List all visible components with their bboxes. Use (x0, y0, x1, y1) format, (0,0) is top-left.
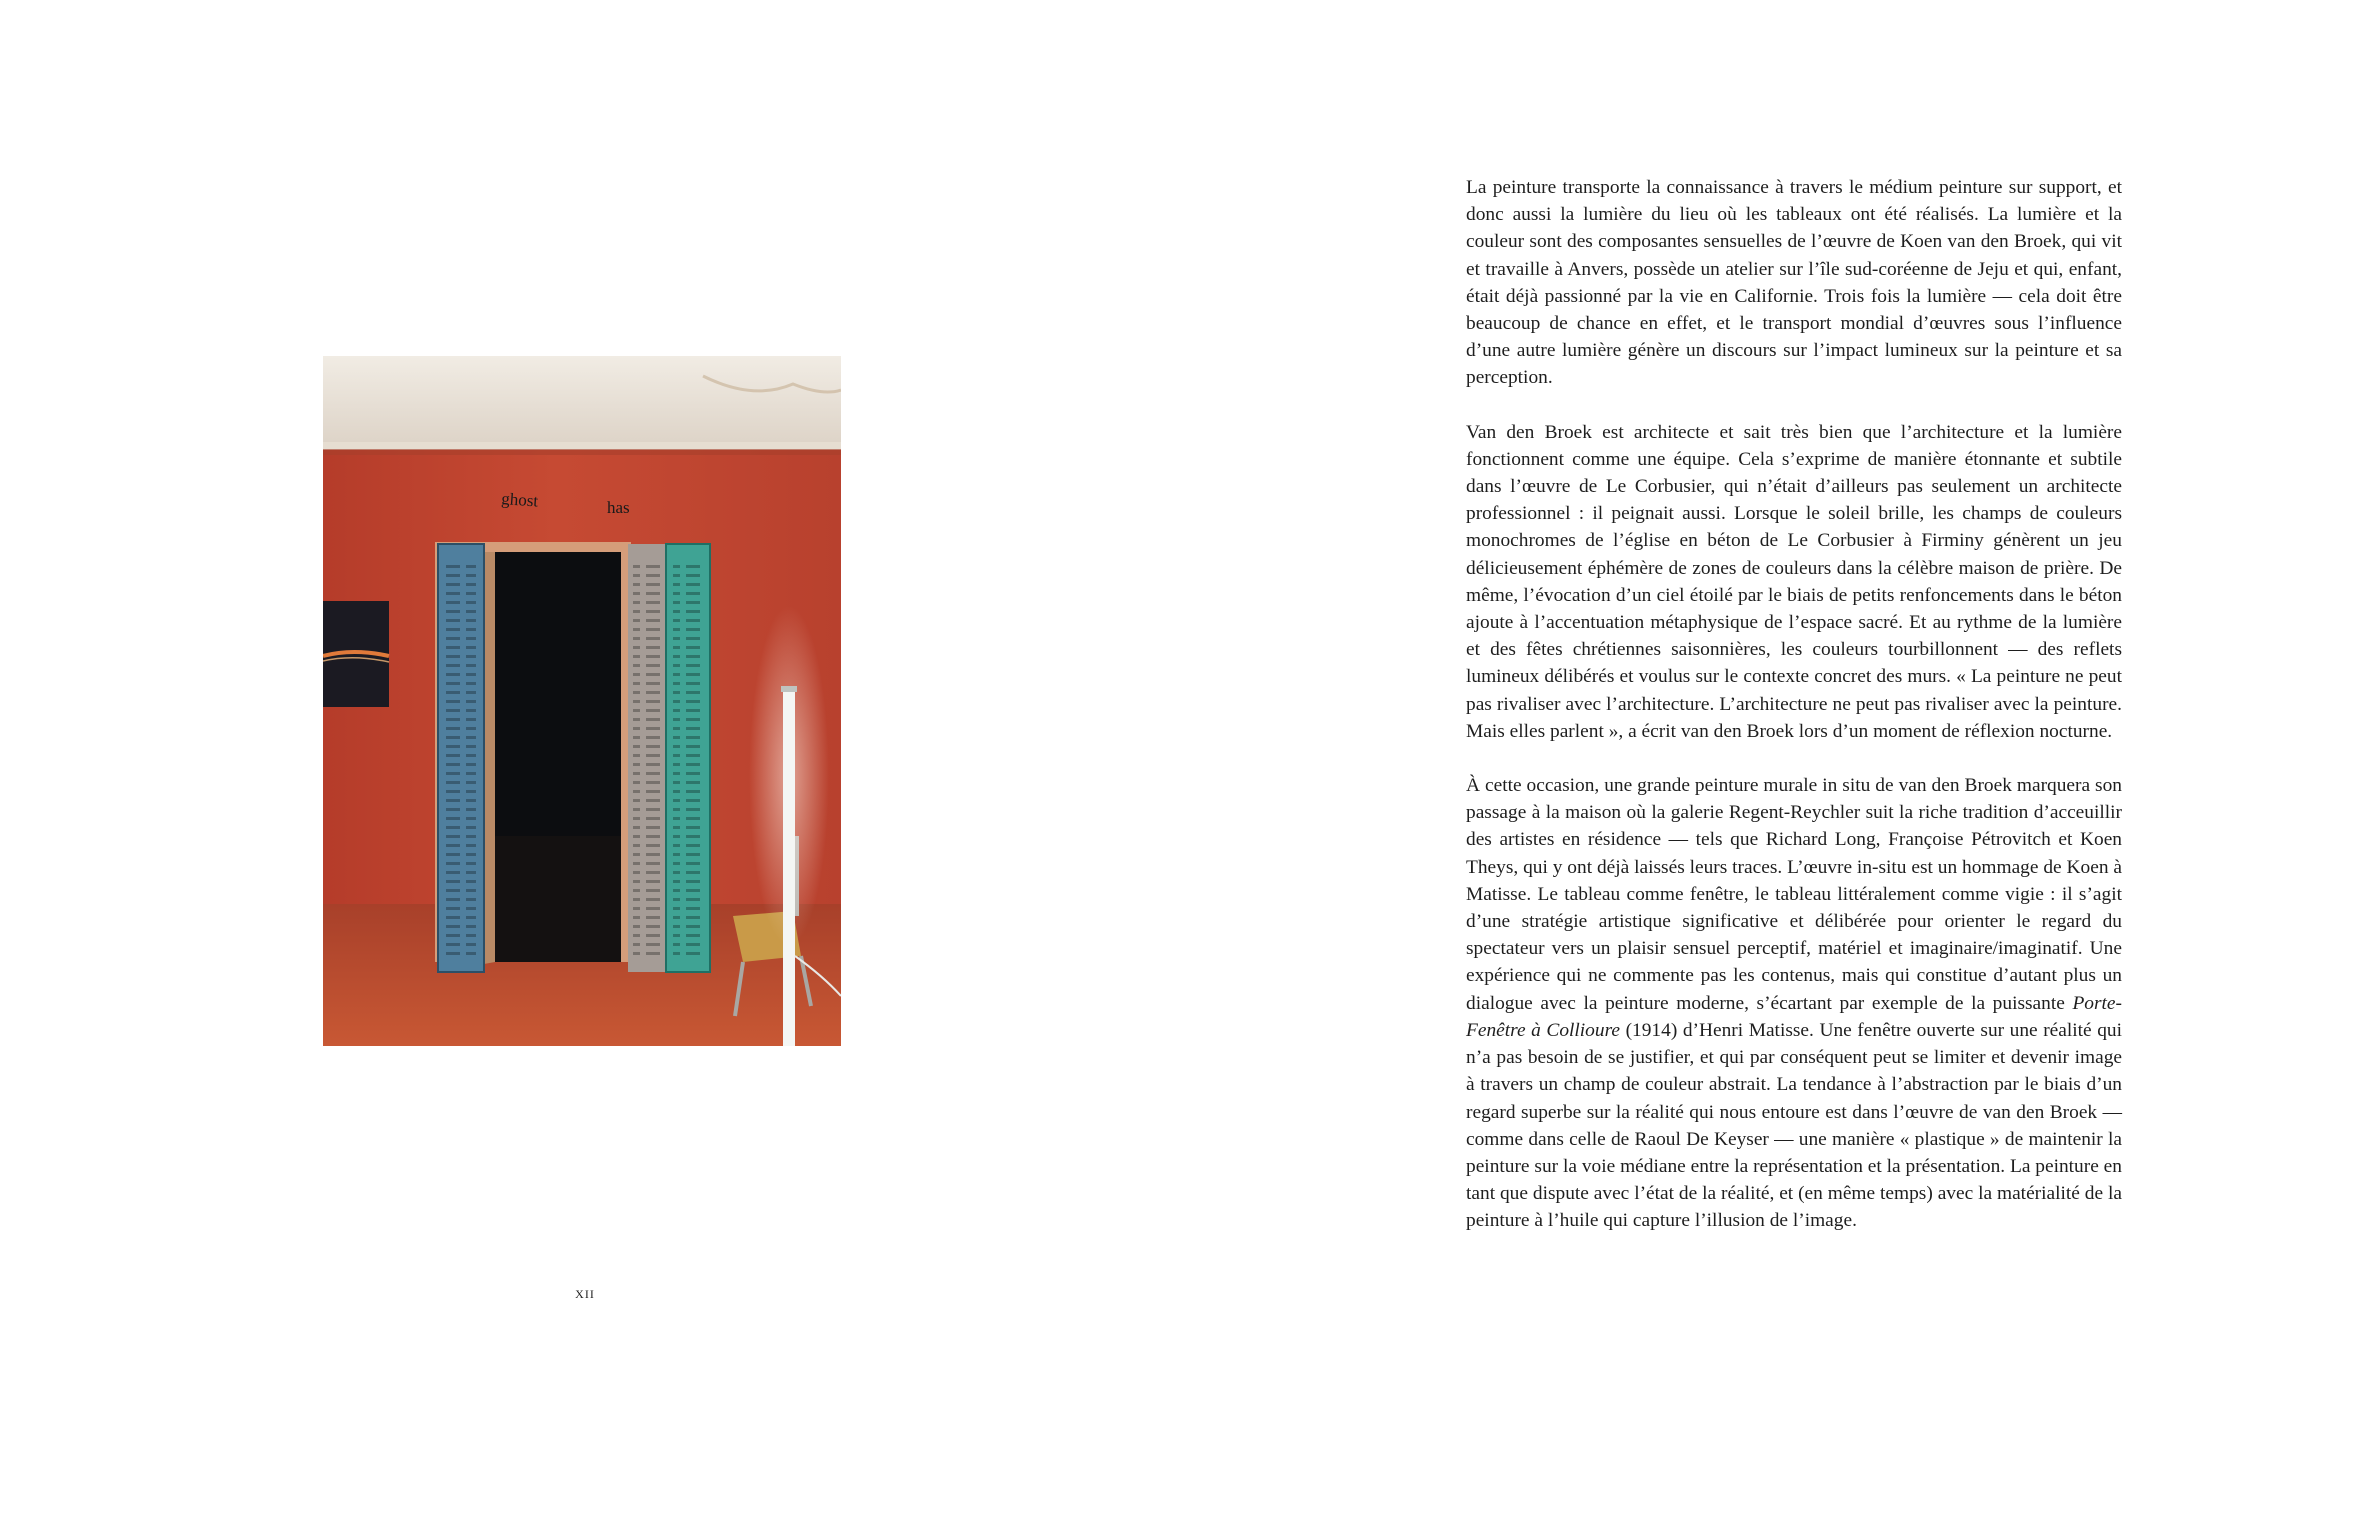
paragraph-1: La peinture transporte la connaissance à travers le médium peinture sur support, et donc aussi la lumière du lieu où les tableaux ont été réalisés. La lumière et la couleur sont des composantes sensuelles de l’œuvre de Koen van den Broek, qui vit et travaille à Anvers, possède un atelier sur l’île sud-coréenne de Jeju et qui, enfant, était déjà passionné par la vie en Californie. Trois fois la lumière — cela doit être beaucoup de chance en effet, et le transport mondial d’œuvres sous l’influence d’une autre lumière génère un discours sur l’impact lumineux sur la peinture et sa perception. (1466, 177, 2122, 389)
svg-text:ghost: ghost (500, 489, 539, 511)
svg-text:has: has (607, 498, 630, 517)
artwork-title: Porte-Fenêtre à Collioure (1466, 992, 2122, 1041)
page-number: xii (575, 1283, 595, 1302)
paragraph-3-text-a: À cette occasion, une grande peinture murale in situ de van den Broek marquera son passage à la maison où la galerie Regent-Reychler suit la riche tradition d’acceuillir des artistes en résidence — tels que Richard Long, Françoise Pétrovitch et Koen Theys, qui y ont déjà laissés leurs traces. L’œuvre in-situ est un hommage de Koen à Matisse. Le tableau comme fenêtre, le tableau littéralement comme vigie : il s’agit d’une stratégie artistique significative et délibérée pour orienter le regard du spectateur vers un plaisir sensuel perceptif, matériel et imaginaire/imaginatif. Une expérience qui ne commente pas les contenus, mais qui constitue d’autant plus un dialogue avec la peinture moderne, s’écartant par exemple de la puissante (1466, 775, 2122, 1014)
paragraph-2: Van den Broek est architecte et sait très bien que l’architecture et la lumière fonctionnent comme une équipe. Cela s’exprime de manière étonnante et subtile dans l’œuvre de Le Corbusier, qui n’était d’ailleurs pas seulement un architecte professionnel : il peignait aussi. Lorsque le soleil brille, les champs de couleurs monochromes de l’église en béton de Le Corbusier à Firminy génèrent un jeu délicieusement éphémère de zones de couleurs dans la célèbre maison de prière. De même, l’évocation d’un ciel étoilé par le biais de petits renfoncements dans le béton ajoute à l’accentuation métaphysique de l’espace sacré. Et au rythme de la lumière et des fêtes chrétiennes saisonnières, les couleurs tourbillonnent — des reflets lumineux délibérés et voulus sur le contexte concret des murs. « La peinture ne peut pas rivaliser avec l’architecture. L’architecture ne peut pas rivaliser avec la peinture. Mais elles parlent », a écrit van den Broek lors d’un moment de réflexion nocturne. (1466, 421, 2122, 742)
paragraph-3-text-b: (1914) d’Henri Matisse. Une fenêtre ouverte sur une réalité qui n’a pas besoin de se justifier, et qui par conséquent peut se limiter et devenir image à travers un champ de couleur abstrait. La tendance à l’abstraction par le biais d’un regard superbe sur la réalité qui nous entoure est dans l’œuvre de van den Broek — comme dans celle de Raoul De Keyser — une manière « plastique » de maintenir la peinture sur la voie médiane entre la représentation et la présentation. La peinture en tant que dispute avec l’état de la réalité, et (en même temps) avec la matérialité de la peinture à l’huile qui capture l’illusion de l’image. (1466, 1019, 2122, 1232)
artwork-photograph (323, 356, 841, 1046)
photo-illustration (323, 356, 841, 1046)
body-text-column (1466, 174, 2122, 1235)
paragraph-3 (1466, 772, 2122, 1234)
